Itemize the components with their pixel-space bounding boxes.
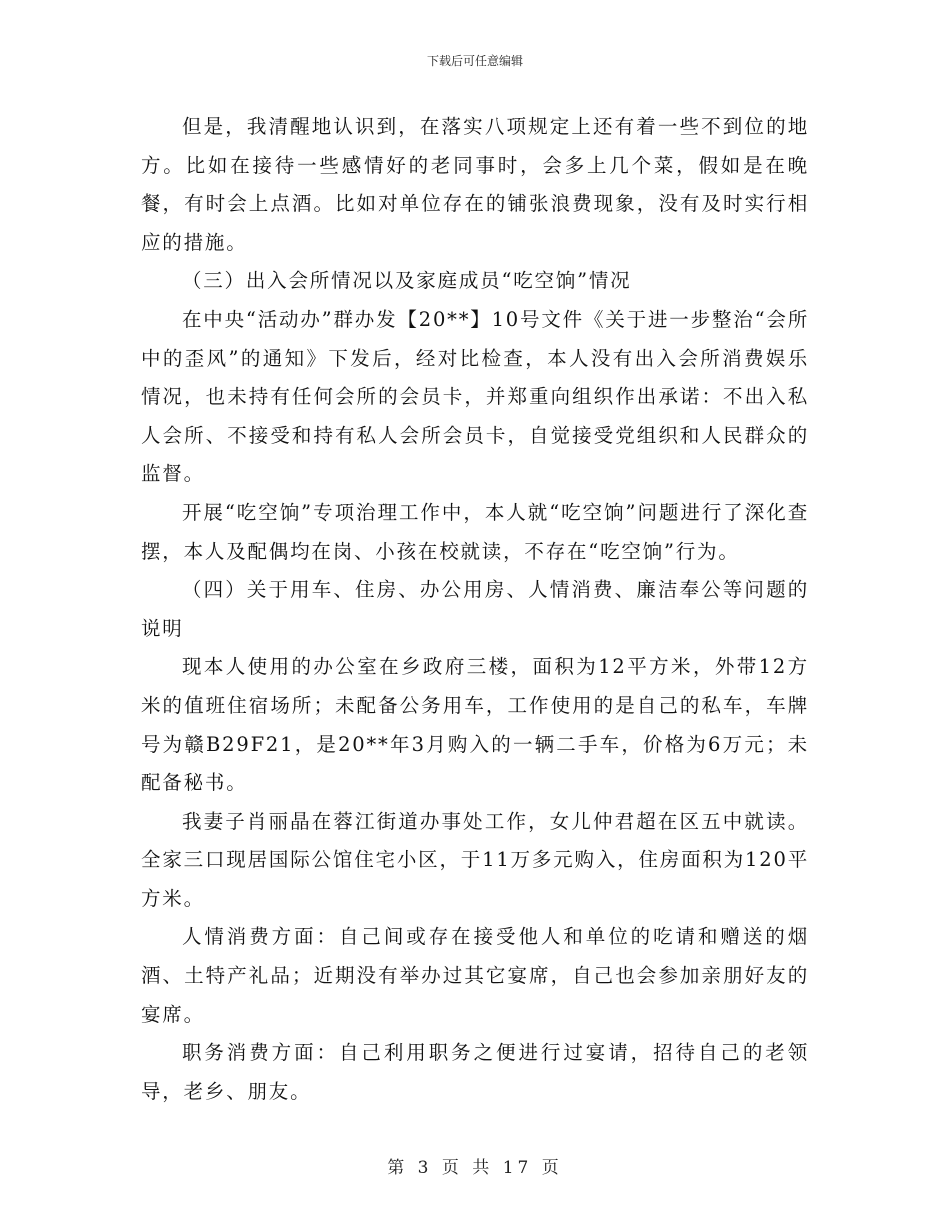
paragraph-shortcomings: 但是，我清醒地认识到，在落实八项规定上还有着一些不到位的地方。比如在接待一些感情好的老同事时，会多上几个菜，假如是在晚餐，有时会上点酒。比如对单位存在的铺张浪费现象，没有及时实行相应的措施。 xyxy=(141,115,809,254)
document-body xyxy=(141,108,809,1111)
section-heading-3: （三）出入会所情况以及家庭成员“吃空饷”情况 xyxy=(181,269,632,293)
paragraph-office-car: 现本人使用的办公室在乡政府三楼，面积为12平方米，外带12方米的值班住宿场所；未配备公务用车，工作使用的是自己的私车，车牌号为赣B29F21，是20**年3月购入的一辆二手车，价格为6万元；未配备秘书。 xyxy=(141,655,809,795)
paragraph-official-expenses: 职务消费方面：自己利用职务之便进行过宴请，招待自己的老领导，老乡、朋友。 xyxy=(141,1041,809,1103)
paragraph-clubs: 在中央“活动办”群办发【20**】10号文件《关于进一步整治“会所中的歪风”的通知》下发后，经对比检查，本人没有出入会所消费娱乐情况，也未持有任何会所的会员卡，并郑重向组织作出承诺：不出入私人会所、不接受和持有私人会所会员卡，自觉接受党组织和人民群众的监督。 xyxy=(141,307,809,486)
paragraph-family-housing: 我妻子肖丽晶在蓉江街道办事处工作，女儿仲君超在区五中就读。全家三口现居国际公馆住宅小区，于11万多元购入，住房面积为120平方米。 xyxy=(141,809,809,910)
paragraph-social-expenses: 人情消费方面：自己间或存在接受他人和单位的吃请和赠送的烟酒、土特产礼品；近期没有举办过其它宴席，自己也会参加亲朋好友的宴席。 xyxy=(141,925,809,1026)
page-number: 第 3 页 共 17 页 xyxy=(387,1158,563,1178)
page-header-note: 下载后可任意编辑 xyxy=(426,54,523,68)
section-heading-4: （四）关于用车、住房、办公用房、人情消费、廉洁奉公等问题的说明 xyxy=(141,578,809,640)
paragraph-ghost-salary: 开展“吃空饷”专项治理工作中，本人就“吃空饷”问题进行了深化查摆，本人及配偶均在岗、小孩在校就读，不存在“吃空饷”行为。 xyxy=(141,500,809,563)
